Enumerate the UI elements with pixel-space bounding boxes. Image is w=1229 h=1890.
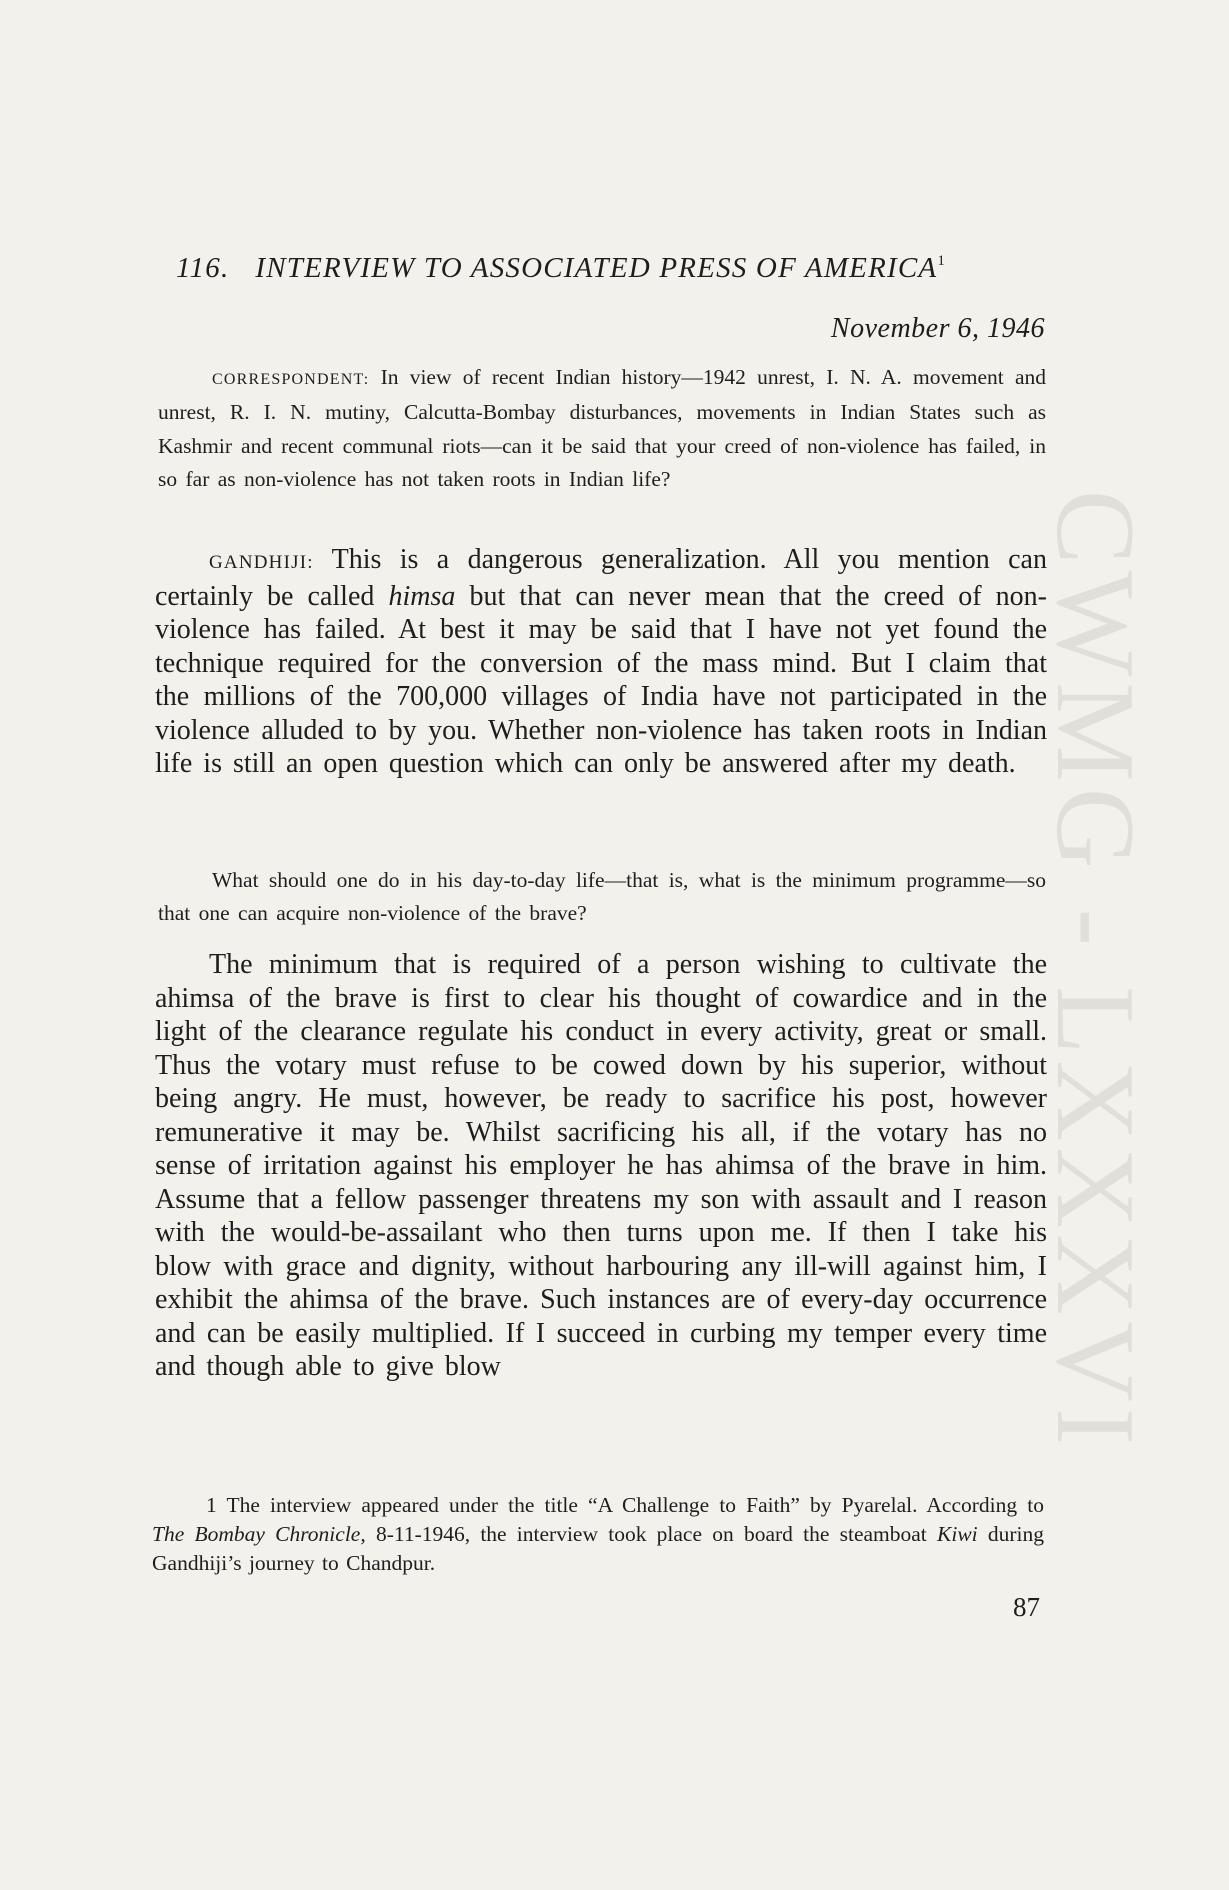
answer-text: The minimum that is required of a person wishing to cultivate the ahimsa of the brave is first to clear his thought of cowardice and in the light of the clearance regulate his conduct in every activity, great or small. Thus the votary must refuse to be cowed down by his superior, without being angry. He must, however, be ready to sacrifice his post, however remunerative it may be. Whilst sacrificing his all, if the votary has no sense of irritation against his employer he has ahimsa of the brave in him. Assume that a fellow passenger threatens my son with assault and I reason with the would-be-assailant who then turns upon me. If then I take his blow with grace and dignity, without harbouring any ill-will against him, I exhibit the ahimsa of the brave. Such instances are of every-day occurrence and can be easily multiplied. If I succeed in curbing my temper every time and though able to give blow bbox=[155, 949, 1047, 1382]
gandhiji-answer-2 bbox=[155, 948, 1047, 1384]
question-text: What should one do in his day-to-day life—that is, what is the minimum programme—so that one can acquire non-violence of the brave? bbox=[158, 868, 1046, 926]
section-heading bbox=[176, 252, 1056, 285]
answer-text-part-2: but that can never mean that the creed of non-violence has failed. At best it may be said that I have not yet found the technique required for the conversion of the mass mind. But I claim that the millions of the 700,000 villages of India have not participated in the violence alluded to by you. Whether non-violence has taken roots in Indian life is still an open question which can only be answered after my death. bbox=[155, 580, 1048, 779]
answer-text-part-1: This is a dangerous generalization. All you mention can certainly be called bbox=[155, 544, 1047, 612]
section-title: INTERVIEW TO ASSOCIATED PRESS OF AMERICA bbox=[255, 252, 938, 284]
footnote-italic-newspaper: The Bombay Chronicle, bbox=[152, 1522, 366, 1546]
footnote-text-part-2: 8-11-1946, the interview took place on board the steamboat bbox=[375, 1522, 927, 1546]
correspondent-question-2 bbox=[158, 864, 1046, 931]
footnote-text-part-1: The interview appeared under the title “A Challenge to Faith” by Pyarelal. According to bbox=[226, 1493, 1044, 1517]
page-number: 87 bbox=[1013, 1592, 1040, 1622]
watermark-text: CWMG - LXXXVI bbox=[1033, 489, 1158, 1451]
speaker-label: CORRESPONDENT: bbox=[212, 371, 370, 388]
footnote-number: 1 bbox=[206, 1493, 217, 1517]
watermark bbox=[1033, 355, 1158, 1585]
interview-date: November 6, 1946 bbox=[830, 313, 1045, 344]
question-text: In view of recent Indian history—1942 unrest, I. N. A. movement and unrest, R. I. N. mutiny, Calcutta-Bombay disturbances, movements in Indian States such as Kashmir and recent communal riots—can it be said that your creed of non-violence has failed, in so far as non-violence has not taken roots in Indian life? bbox=[158, 365, 1047, 492]
footnote bbox=[152, 1491, 1044, 1578]
section-number: 116. bbox=[176, 252, 230, 284]
footnote-italic-boat: Kiwi bbox=[937, 1522, 978, 1546]
correspondent-question-1 bbox=[158, 361, 1046, 497]
footnote-text-part-3: during Gandhiji’s journey to Chandpur. bbox=[152, 1522, 1045, 1575]
speaker-label: GANDHIJI: bbox=[209, 552, 314, 573]
gandhiji-answer-1 bbox=[155, 543, 1047, 781]
answer-text-italic: himsa bbox=[388, 580, 456, 612]
footnote-reference: 1 bbox=[937, 253, 947, 269]
